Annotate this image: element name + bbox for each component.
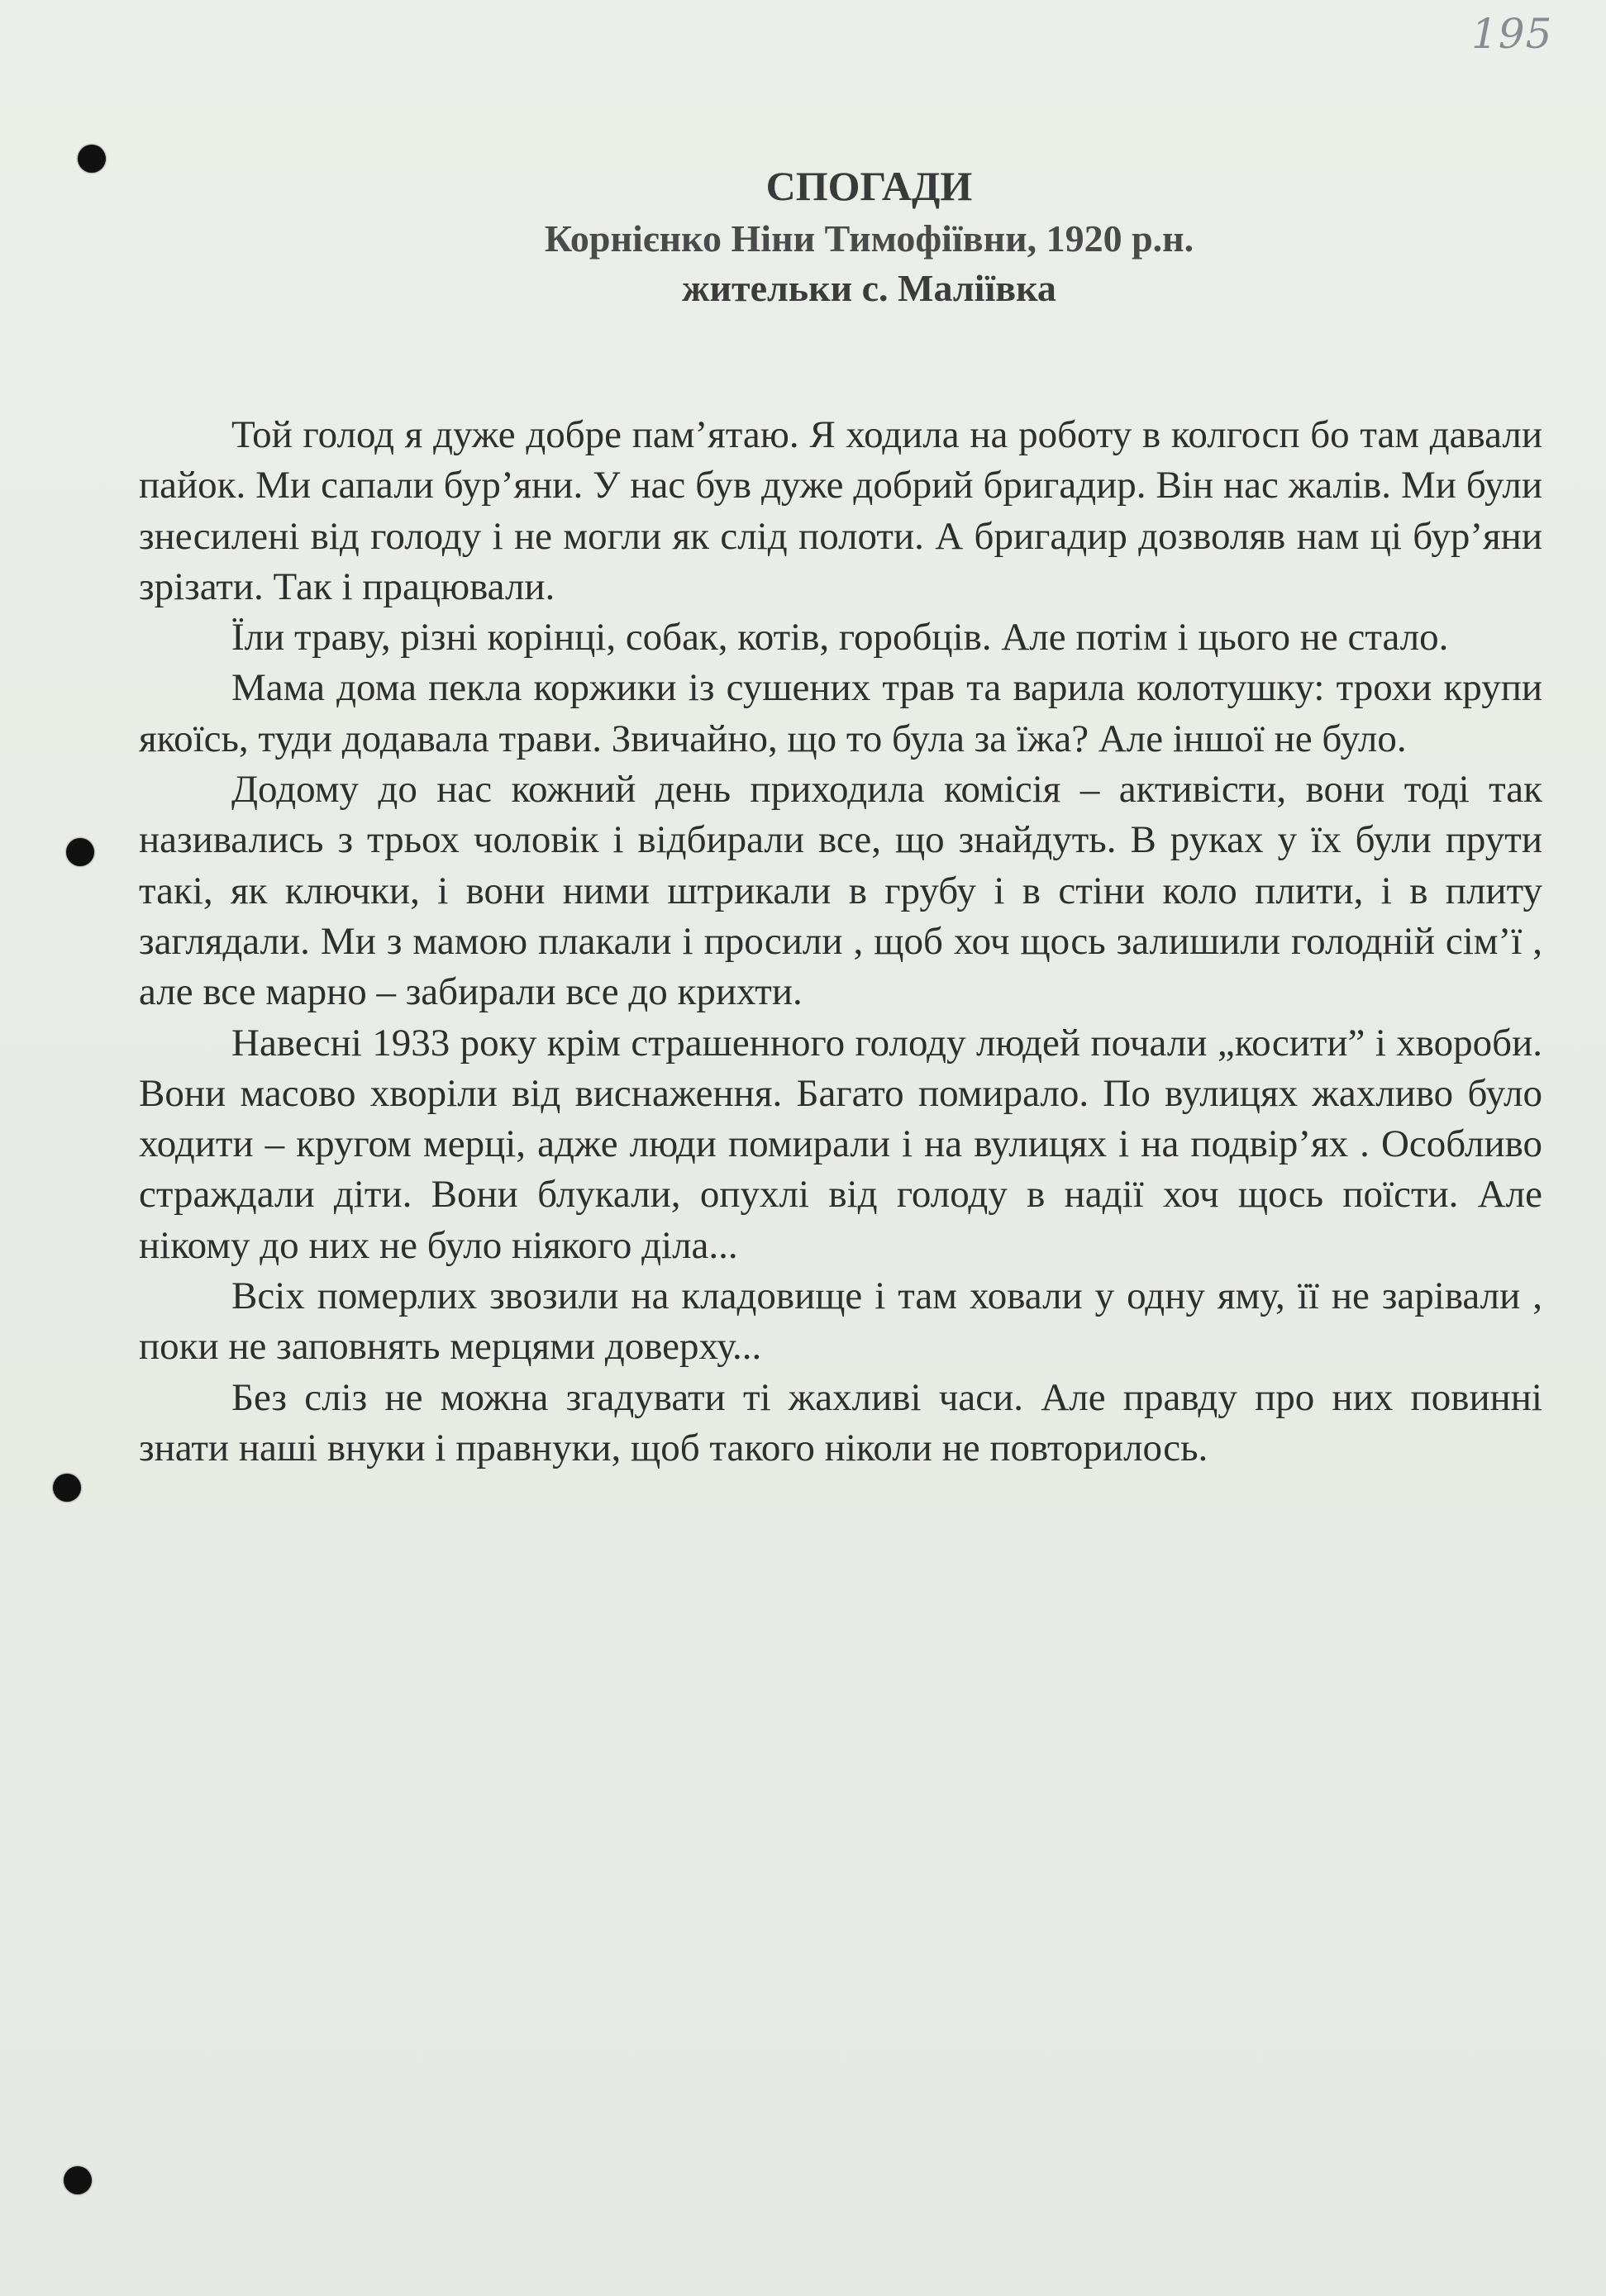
document-subtitle-location: жительки с. Маліївка: [682, 267, 1056, 309]
document-title: СПОГАДИ: [765, 163, 973, 209]
document-body: [139, 410, 1542, 1474]
punch-hole: [53, 1474, 81, 1502]
punch-hole: [66, 838, 94, 866]
paragraph: Додому до нас кожний день приходила комісія – активісти, вони тоді так називались з трьох чоловік і відбирали все, що знайдуть. В руках у їх були прути такі, як ключки, і вони ними штрикали в грубу і в стіни коло плити, і в плиту заглядали. Ми з мамою плакали і просили , щоб хоч щось залишили голодній сім’ї , але все марно – забирали все до крихти.: [139, 768, 1542, 1014]
paragraph: Навесні 1933 року крім страшенного голоду людей почали „косити” і хвороби. Вони масово хворіли від виснаження. Багато помирало. По вулицях жахливо було ходити – кругом мерці, адже люди помирали і на вулицях і на подвір’ях . Особливо страждали діти. Вони блукали, опухлі від голоду в надії хоч щось поїсти. Але нікому до них не було ніякого діла...: [139, 1021, 1542, 1267]
handwritten-page-number: 195: [1471, 10, 1553, 58]
punch-hole: [64, 2166, 92, 2194]
paragraph: Їли траву, різні корінці, собак, котів, горобців. Але потім і цього не стало.: [231, 616, 1449, 660]
paragraph: Мама дома пекла коржики із сушених трав та варила колотушку: трохи крупи якоїсь, туди додавала трави. Звичайно, що то була за їжа? Але іншої не було.: [139, 666, 1542, 760]
paragraph: Без сліз не можна згадувати ті жахливі часи. Але правду про них повинні знати наші внуки і правнуки, щоб такого ніколи не повторилось.: [139, 1375, 1542, 1470]
document-subtitle: Корнієнко Ніни Тимофіївни, 1920 р.н.: [544, 217, 1194, 260]
paragraph: Той голод я дуже добре пам’ятаю. Я ходила на роботу в колгосп бо там давали пайок. Ми сапали бур’яни. У нас був дуже добрий бригадир. Він нас жалів. Ми були знесилені від голоду і не могли як слід полоти. А бригадир дозволяв нам ці бур’яни зрізати. Так і працювали.: [139, 413, 1542, 608]
paragraph: Всіх померлих звозили на кладовище і там ховали у одну яму, її не зарівали , поки не заповнять мерцями доверху...: [139, 1274, 1542, 1369]
